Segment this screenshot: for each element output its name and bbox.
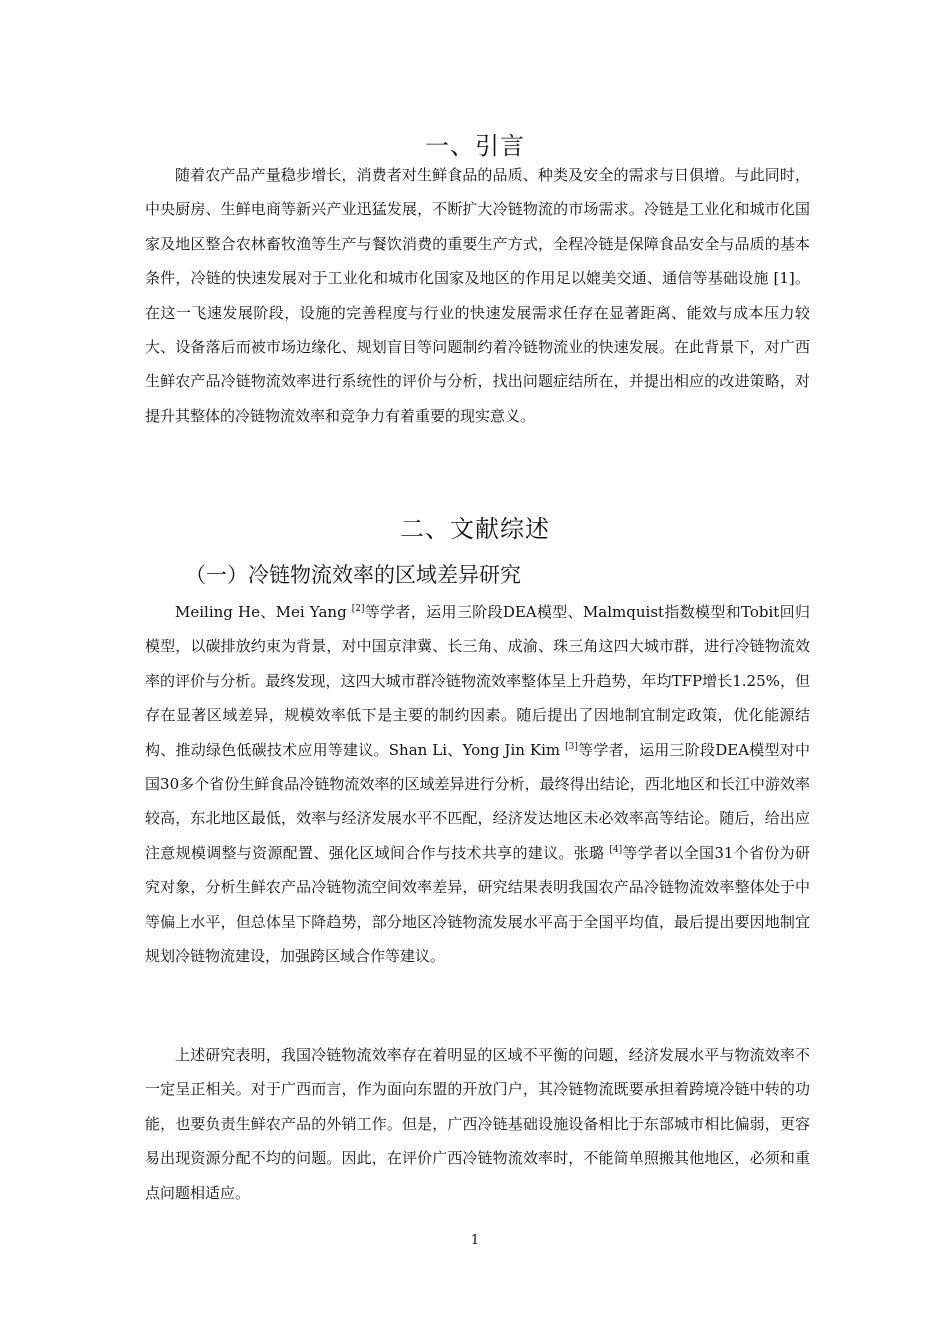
citation-ref: [2] [351, 604, 365, 614]
page-number: 1 [470, 1233, 480, 1248]
literature-review-paragraph-2: 上述研究表明，我国冷链物流效率存在着明显的区域不平衡的问题，经济发展水平与物流效率不一定呈正相关。对于广西而言，作为面向东盟的开放门户，其冷链物流既要承担着跨境冷链中转的功能，也要负责生鲜农产品的外销工作。但是，广西冷链基础设施设备相比于东部城市相比偏弱，更容易出现资源分配不均的问题。因此，在评价广西冷链物流效率时，不能简单照搬其他地区，必须和重点问题相适应。 [145, 1046, 810, 1202]
introduction-paragraph: 随着农产品产量稳步增长，消费者对生鲜食品的品质、种类及安全的需求与日俱增。与此同时，中央厨房、生鲜电商等新兴产业迅猛发展，不断扩大冷链物流的市场需求。冷链是工业化和城市化国家及地区整合农林畜牧渔等生产与餐饮消费的重要生产方式，全程冷链是保障食品安全与品质的基本条件，冷链的快速发展对于工业化和城市化国家及地区的作用足以媲美交通、通信等基础设施 [1]。在这一飞速发展阶段，设施的完善程度与行业的快速发展需求任存在显著距离、能效与成本压力较大、设备落后而被市场边缘化、规划盲目等问题制约着冷链物流业的快速发展。在此背景下，对广西生鲜农产品冷链物流效率进行系统性的评价与分析，找出问题症结所在，并提出相应的改进策略，对提升其整体的冷链物流效率和竞争力有着重要的现实意义。 [145, 166, 810, 425]
paragraph-text: Meiling He、Mei Yang [175, 603, 352, 621]
paragraph-text: 等学者，运用三阶段DEA模型、Malmquist指数模型和Tobit回归模型，以碳排放约束为背景，对中国京津冀、长三角、成渝、珠三角这四大城市群，进行冷链物流效率的评价与分析。最终发现，这四大城市群冷链物流效率整体呈上升趋势，年均TFP增长1.25%，但存在显著区域差异，规模效率低下是主要的制约因素。随后提出了因地制宜制定政策，优化能源结构、推动绿色低碳技术应用等建议。Shan Li、Yong Jin Kim [145, 603, 810, 759]
subsection-heading-regional-differences: （一）冷链物流效率的区域差异研究 [185, 563, 521, 587]
section-heading-literature-review: 二、文献综述 [400, 515, 550, 543]
section-heading-introduction: 一、引言 [425, 132, 525, 160]
paragraph-text: 等学者，运用三阶段DEA模型对中国30多个省份生鲜食品冷链物流效率的区域差异进行分析，最终得出结论，西北地区和长江中游效率较高，东北地区最低，效率与经济发展水平不匹配，经济发达地区未必效率高等结论。随后，给出应注意规模调整与资源配置、强化区域间合作与技术共享的建议。张璐 [145, 740, 810, 862]
literature-review-paragraph-1 [145, 595, 810, 973]
citation-ref: [4] [609, 844, 623, 855]
paragraph-text: 等学者以全国31个省份为研究对象，分析生鲜农产品冷链物流空间效率差异，研究结果表明我国农产品冷链物流效率整体处于中等偏上水平，但总体呈下降趋势，部分地区冷链物流发展水平高于全国平均值，最后提出要因地制宜规划冷链物流建设，加强跨区域合作等建议。 [145, 843, 810, 966]
citation-ref: [3] [565, 741, 578, 752]
